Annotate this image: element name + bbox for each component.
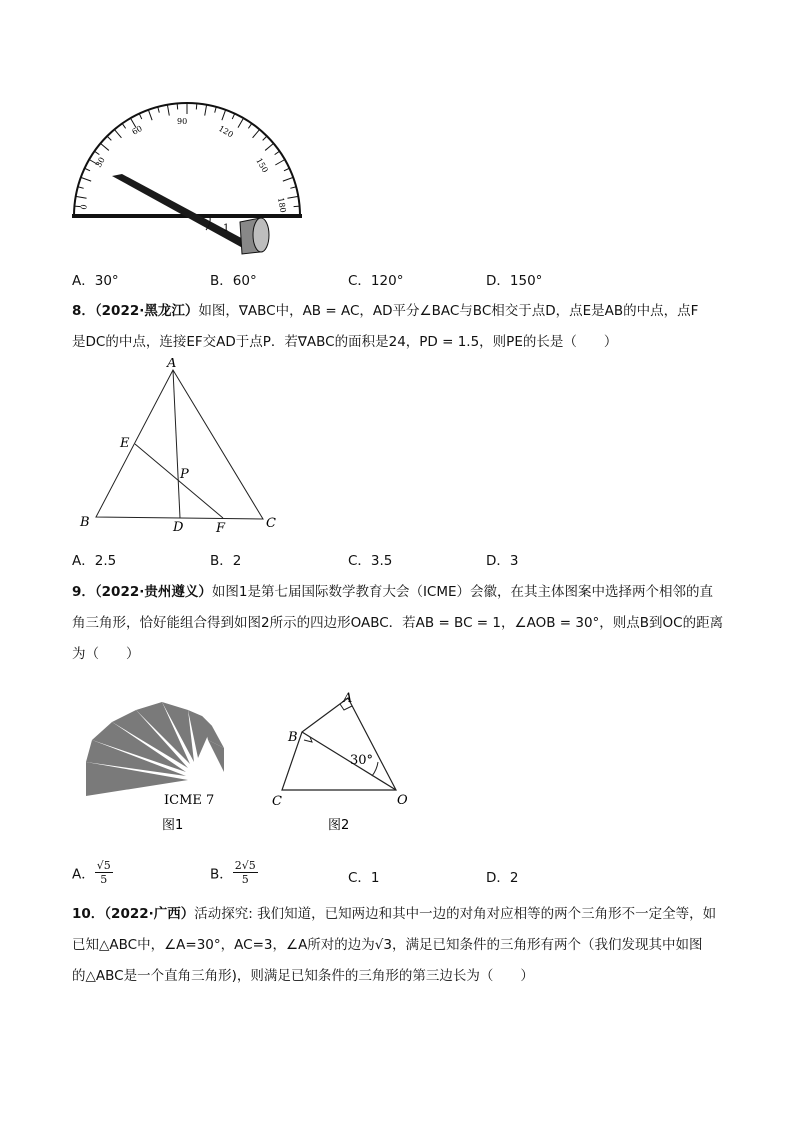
label-f: F [216, 521, 226, 536]
q8-option-a[interactable]: A．2.5 [72, 553, 117, 569]
q8-option-c[interactable]: C．3.5 [348, 553, 393, 569]
fig2-label-c: C [272, 794, 282, 809]
protractor-tick [76, 196, 87, 198]
tick-label-90: 90 [177, 117, 188, 126]
tick-label-150: 150 [254, 156, 270, 175]
protractor-tick [167, 105, 169, 116]
icme-logo-fan [86, 702, 224, 796]
tick-label-0: 0 [79, 203, 89, 211]
q10-line-2: 已知△ABC中，∠A=30°，AC=3，∠A所对的边为√3，满足已知条件的三角形有两个（我们发现其中如图 [72, 937, 703, 953]
fraction-denominator: 5 [100, 873, 108, 886]
right-angle-b [304, 737, 312, 742]
protractor-figure [60, 92, 320, 262]
tick-label-120: 120 [217, 123, 235, 140]
q10-line-3: 的△ABC是一个直角三角形)，则满足已知条件的三角形的第三边长为（ ） [72, 968, 534, 984]
q9-source: （2022·贵州遵义） [94, 584, 212, 600]
q9-option-a-fraction [95, 860, 113, 885]
q9-option-a[interactable] [72, 860, 113, 885]
protractor-tick [114, 129, 121, 137]
q9-text-1: 如图1是第七届国际数学教育大会（ICME）会徽，在其主体图案中选择两个相邻的直 [211, 584, 714, 600]
protractor-tick [81, 177, 91, 181]
q9-number: 9． [72, 584, 95, 600]
icme-logo-figure [78, 692, 238, 842]
fraction-numerator: 2√5 [234, 859, 256, 872]
q7-option-d[interactable]: D．150° [486, 273, 543, 289]
protractor-tick [253, 129, 260, 137]
q10-line-1 [72, 902, 732, 922]
label-b: B [80, 515, 90, 530]
q8-line-1 [72, 299, 732, 319]
label-a: A [167, 358, 177, 371]
q9-quadrilateral-figure [268, 688, 418, 838]
protractor-tick [100, 143, 108, 150]
label-d: D [173, 520, 184, 535]
q10-text-1: 活动探究: 我们知道，已知两边和其中一边的对角对应相等的两个三角形不一定全等，如 [194, 906, 717, 922]
quadrilateral-oabc [282, 698, 396, 790]
segment-ob [302, 732, 396, 790]
protractor-knob [240, 218, 269, 254]
ruler-bar [112, 174, 260, 252]
q8-source: （2022·黑龙江） [94, 303, 199, 319]
q7-option-c[interactable]: C．120° [348, 273, 404, 289]
protractor-tick [148, 110, 152, 120]
protractor-tick [275, 160, 285, 166]
q10-number: 10． [72, 906, 105, 922]
q9-option-d[interactable]: D．2 [486, 870, 519, 886]
fig2-angle-label: 30° [350, 753, 374, 768]
q8-line-2: 是DC的中点，连接EF交AD于点P．若∇ABC的面积是24，PD = 1.5，则PE的长是（ ） [72, 334, 618, 350]
fig2-label-o: O [397, 793, 408, 808]
tick-label-30: 30 [93, 155, 107, 169]
q8-triangle-figure [70, 358, 290, 538]
label-p: P [180, 467, 189, 482]
q9-option-b[interactable] [210, 860, 258, 885]
fig2-caption: 图2 [328, 818, 350, 833]
protractor-tick [287, 196, 298, 198]
tick-label-60: 60 [130, 123, 144, 137]
q8-option-d[interactable]: D．3 [486, 553, 519, 569]
q7-option-b[interactable]: B．60° [210, 273, 257, 289]
q9-option-c[interactable]: C．1 [348, 870, 380, 886]
label-c: C [266, 516, 276, 531]
protractor-tick [222, 110, 226, 120]
tick-label-180: 180 [276, 196, 288, 214]
q9-option-a-label: A． [72, 866, 95, 883]
fraction-numerator: √5 [96, 859, 111, 872]
protractor-tick [238, 118, 244, 128]
q9-option-b-fraction [233, 860, 258, 885]
fig2-label-a: A [343, 691, 353, 706]
q8-text-1: 如图，∇ABC中，AB = AC，AD平分∠BAC与BC相交于点D，点E是AB的中点，点F [198, 303, 699, 319]
q8-option-b[interactable]: B．2 [210, 553, 242, 569]
icme-logo-text: ICME 7 [164, 793, 215, 808]
q9-line-2: 角三角形，恰好能组合得到如图2所示的四边形OABC．若AB = BC = 1，∠AOB = 30°，则点B到OC的距离 [72, 615, 724, 631]
q9-line-1 [72, 580, 732, 600]
segment-ad [173, 370, 180, 518]
fig2-label-b: B [288, 730, 298, 745]
q10-source: （2022·广西） [104, 906, 195, 922]
protractor-tick [265, 143, 273, 150]
fraction-denominator: 5 [241, 873, 249, 886]
q9-option-b-label: B． [210, 866, 233, 883]
q9-line-3: 为（ ） [72, 646, 140, 662]
label-e: E [120, 436, 130, 451]
angle-1-label: 1 [223, 223, 230, 234]
protractor-tick [283, 177, 293, 181]
fig1-caption: 图1 [162, 818, 184, 833]
protractor-tick [205, 105, 207, 116]
q8-number: 8． [72, 303, 95, 319]
q7-option-a[interactable]: A．30° [72, 273, 119, 289]
